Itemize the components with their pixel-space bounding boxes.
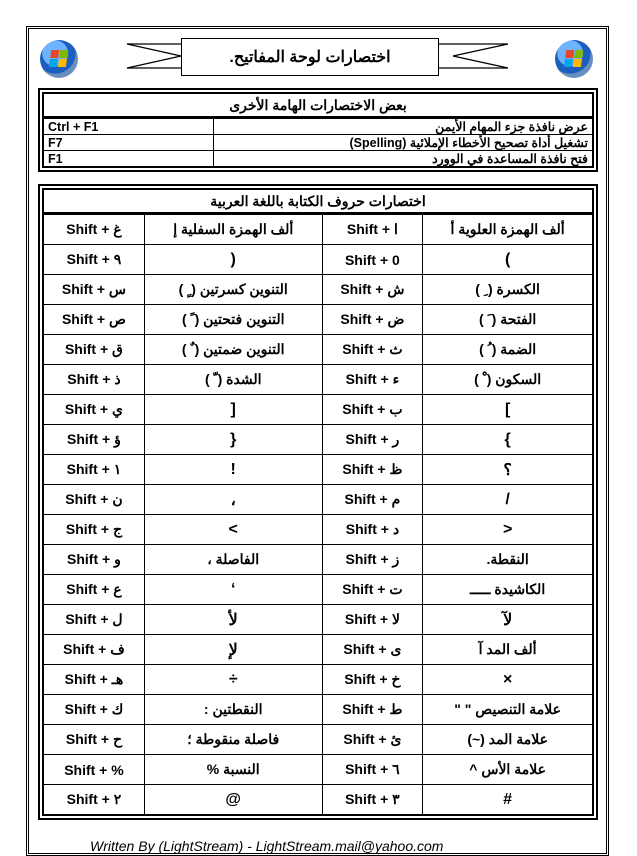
table-row: [43, 755, 593, 785]
table-row: [43, 485, 593, 515]
footer-credit: Written By (LightStream) - LightStream.mail@yahoo.com: [90, 838, 444, 854]
shortcut-key: Shift + ب: [322, 395, 423, 425]
shortcut-key: Shift + ئ: [322, 725, 423, 755]
shortcut-key: Shift + ؤ: [43, 425, 144, 455]
table-row: [43, 545, 593, 575]
shortcut-key: Shift + ى: [322, 635, 423, 665]
character-description: الشدة ( ّ ): [144, 365, 322, 395]
header-band: [30, 38, 605, 82]
shortcut-key: Shift + لا: [322, 605, 423, 635]
character-description: [: [144, 395, 322, 425]
shortcut-key: Ctrl + F1: [43, 119, 214, 135]
shortcut-key: Shift + ر: [322, 425, 423, 455]
shortcut-key: Shift + خ: [322, 665, 423, 695]
shortcut-key: Shift + م: [322, 485, 423, 515]
table-row: [43, 695, 593, 725]
shortcut-key: Shift + ف: [43, 635, 144, 665]
character-description: علامة المد (~): [423, 725, 593, 755]
character-description: لإ: [144, 635, 322, 665]
shortcut-description: فتح نافذة المساعدة في الوورد: [214, 151, 594, 168]
shortcut-key: Shift + ض: [322, 305, 423, 335]
character-description: الفاصلة ،: [144, 545, 322, 575]
character-description: <: [423, 515, 593, 545]
shortcut-key: Shift + ك: [43, 695, 144, 725]
shortcut-key: Shift + ج: [43, 515, 144, 545]
character-description: ‘: [144, 575, 322, 605]
windows-logo-icon: [555, 40, 593, 78]
shortcut-key: Shift + د: [322, 515, 423, 545]
table-row: [43, 151, 593, 168]
shortcut-key: Shift + ط: [322, 695, 423, 725]
shortcut-key: Shift + ١: [43, 455, 144, 485]
character-description: {: [144, 425, 322, 455]
character-description: ألف المد آ: [423, 635, 593, 665]
table-row: [43, 119, 593, 135]
character-description: النقطتين :: [144, 695, 322, 725]
table-row: [43, 365, 593, 395]
shortcut-key: Shift + 0: [322, 245, 423, 275]
character-description: ]: [423, 395, 593, 425]
character-description: }: [423, 425, 593, 455]
section-title: بعض الاختصارات الهامة الأخرى: [42, 92, 594, 118]
character-description: ،: [144, 485, 322, 515]
character-description: /: [423, 485, 593, 515]
arabic-shortcuts-table: [42, 214, 594, 816]
shortcut-key: Shift + ش: [322, 275, 423, 305]
table-row: [43, 665, 593, 695]
shortcut-key: Shift + ع: [43, 575, 144, 605]
windows-logo-icon: [40, 40, 78, 78]
table-row: [43, 245, 593, 275]
character-description: الكسرة ( ِ ): [423, 275, 593, 305]
character-description: السكون ( ْ ): [423, 365, 593, 395]
character-description: ÷: [144, 665, 322, 695]
shortcut-key: Shift + ن: [43, 485, 144, 515]
character-description: لآ: [423, 605, 593, 635]
table-row: [43, 215, 593, 245]
page-title: اختصارات لوحة المفاتيح.: [181, 38, 439, 76]
character-description: ×: [423, 665, 593, 695]
table-row: [43, 455, 593, 485]
character-description: @: [144, 785, 322, 816]
table-row: [43, 575, 593, 605]
shortcut-key: Shift + ص: [43, 305, 144, 335]
shortcut-key: Shift + ذ: [43, 365, 144, 395]
shortcut-key: Shift + ٩: [43, 245, 144, 275]
shortcut-key: Shift + و: [43, 545, 144, 575]
table-row: [43, 135, 593, 151]
shortcut-key: Shift + ح: [43, 725, 144, 755]
shortcut-description: تشغيل أداة تصحيح الأخطاء الإملائية (Spelling): [214, 135, 594, 151]
character-description: علامة التنصيص " ": [423, 695, 593, 725]
character-description: الفتحة ( َ ): [423, 305, 593, 335]
character-description: >: [144, 515, 322, 545]
shortcut-key: Shift + ل: [43, 605, 144, 635]
character-description: ألف الهمزة العلوية أ: [423, 215, 593, 245]
character-description: #: [423, 785, 593, 816]
other-shortcuts-table: [42, 118, 594, 168]
character-description: لأ: [144, 605, 322, 635]
shortcut-key: Shift + ا: [322, 215, 423, 245]
table-row: [43, 425, 593, 455]
shortcut-key: Shift + %: [43, 755, 144, 785]
shortcut-key: Shift + ق: [43, 335, 144, 365]
shortcut-key: Shift + ث: [322, 335, 423, 365]
character-description: الكاشيدة ـــــ: [423, 575, 593, 605]
table-row: [43, 785, 593, 816]
character-description: الضمة ( ُ ): [423, 335, 593, 365]
other-shortcuts-section: [38, 88, 598, 172]
character-description: التنوين كسرتين ( ٍ ): [144, 275, 322, 305]
shortcut-key: Shift + ي: [43, 395, 144, 425]
table-row: [43, 515, 593, 545]
shortcut-key: Shift + ٣: [322, 785, 423, 816]
table-row: [43, 725, 593, 755]
character-description: التنوين فتحتين ( ً ): [144, 305, 322, 335]
character-description: فاصلة منقوطة ؛: [144, 725, 322, 755]
character-description: التنوين ضمتين ( ٌ ): [144, 335, 322, 365]
table-row: [43, 305, 593, 335]
shortcut-key: Shift + هـ: [43, 665, 144, 695]
shortcut-description: عرض نافذة جزء المهام الأيمن: [214, 119, 594, 135]
shortcut-key: Shift + ظ: [322, 455, 423, 485]
character-description: !: [144, 455, 322, 485]
table-row: [43, 395, 593, 425]
section-title: اختصارات حروف الكتابة باللغة العربية: [42, 188, 594, 214]
character-description: علامة الأس ^: [423, 755, 593, 785]
shortcut-key: Shift + ٦: [322, 755, 423, 785]
table-row: [43, 605, 593, 635]
character-description: ): [423, 245, 593, 275]
shortcut-key: Shift + س: [43, 275, 144, 305]
character-description: ألف الهمزة السفلية إ: [144, 215, 322, 245]
table-row: [43, 275, 593, 305]
character-description: (: [144, 245, 322, 275]
table-row: [43, 335, 593, 365]
shortcut-key: Shift + ز: [322, 545, 423, 575]
shortcut-key: Shift + ٢: [43, 785, 144, 816]
character-description: النسبة %: [144, 755, 322, 785]
shortcut-key: F1: [43, 151, 214, 168]
shortcut-key: Shift + ت: [322, 575, 423, 605]
character-description: ؟: [423, 455, 593, 485]
table-row: [43, 635, 593, 665]
character-description: النقطة.: [423, 545, 593, 575]
shortcut-key: Shift + ء: [322, 365, 423, 395]
shortcut-key: Shift + غ: [43, 215, 144, 245]
arabic-shortcuts-section: [38, 184, 598, 820]
shortcut-key: F7: [43, 135, 214, 151]
